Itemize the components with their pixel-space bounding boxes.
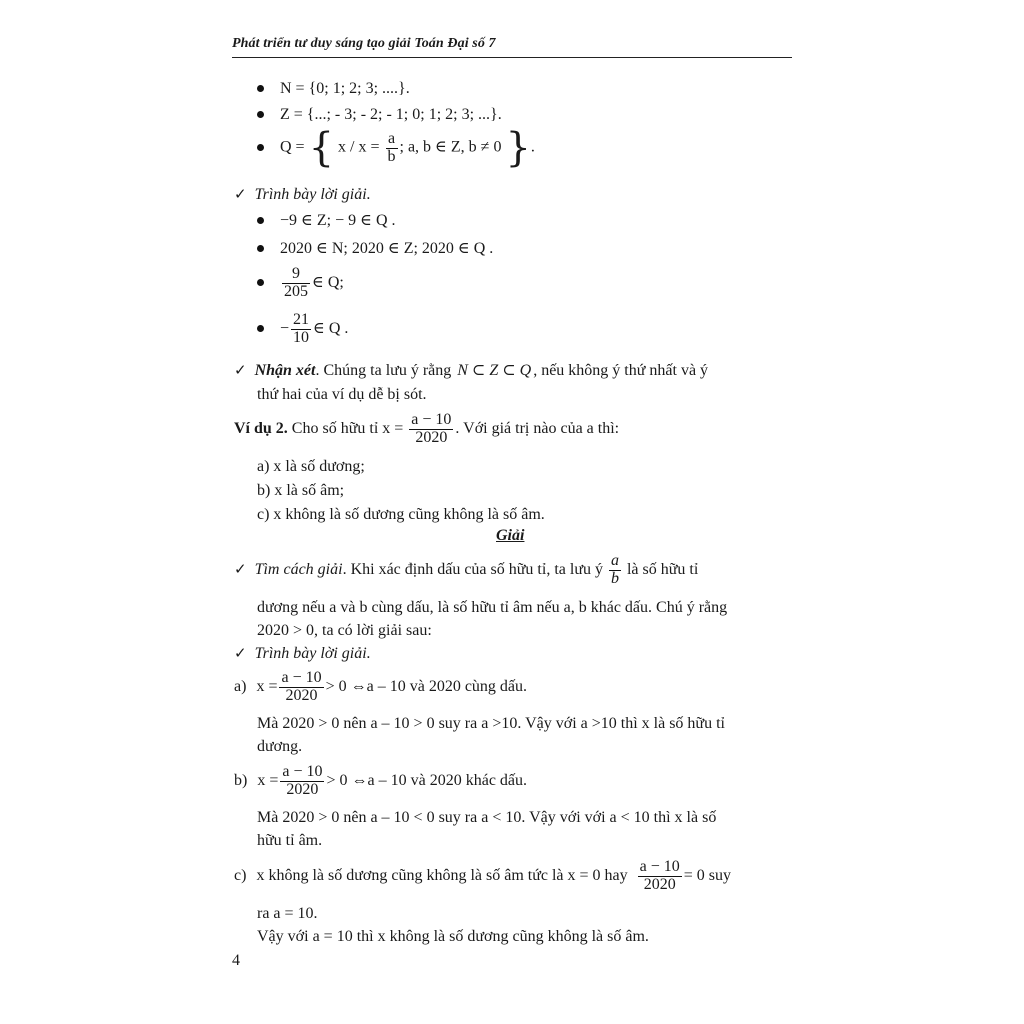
def-n bbox=[257, 80, 410, 98]
bullet-icon bbox=[257, 144, 264, 151]
example2-text2: . Với giá trị nào của a thì: bbox=[455, 419, 620, 437]
fraction bbox=[282, 266, 310, 301]
example2-option: c) x không là số dương cũng không là số âm. bbox=[257, 506, 545, 523]
checkmark-icon: ✓ bbox=[234, 644, 247, 662]
part-a bbox=[234, 670, 527, 705]
def-q-end: . bbox=[530, 138, 535, 156]
section1-item bbox=[257, 238, 493, 258]
part-c-line3: Vậy với a = 10 thì x không là số dương cũng không là số âm. bbox=[257, 928, 649, 945]
nhanxet-line2: thứ hai của ví dụ dễ bị sót. bbox=[257, 386, 427, 403]
timcach-label: Tìm cách giải bbox=[254, 560, 343, 578]
example2 bbox=[234, 412, 619, 447]
frac-den: 2020 bbox=[285, 686, 318, 704]
frac-num: a bbox=[610, 552, 619, 569]
frac-num: a − 10 bbox=[639, 858, 680, 875]
def-z-text: Z = {...; - 3; - 2; - 1; 0; 1; 2; 3; ...}. bbox=[280, 106, 502, 123]
section1-item-tail: ∈ Q . bbox=[313, 319, 349, 337]
checkmark-icon: ✓ bbox=[234, 361, 247, 379]
section1-item bbox=[257, 312, 348, 347]
part-a-label: a) bbox=[234, 677, 247, 695]
part-b-line2: Mà 2020 > 0 nên a – 10 < 0 suy ra a < 10. Vậy với với a < 10 thì x là số bbox=[257, 809, 717, 826]
frac-den: 10 bbox=[293, 328, 310, 346]
bullet-icon bbox=[257, 325, 264, 332]
frac-num: 21 bbox=[293, 311, 310, 328]
part-b bbox=[234, 764, 527, 799]
part-b-xeq: x = bbox=[257, 771, 279, 789]
section1-item bbox=[257, 266, 344, 301]
section1-item-text: 2020 ∈ N; 2020 ∈ Z; 2020 ∈ Q . bbox=[280, 240, 494, 257]
header-rule bbox=[232, 57, 792, 58]
frac-num: a − 10 bbox=[411, 411, 452, 428]
part-c-text: x không là số dương cũng không là số âm tức là x = 0 hay bbox=[256, 866, 628, 884]
timcach bbox=[234, 553, 698, 588]
part-c-line2: ra a = 10. bbox=[257, 905, 318, 922]
checkmark-icon: ✓ bbox=[234, 185, 247, 203]
nhanxet-line1-tail: , nếu không ý thứ nhất và ý bbox=[533, 362, 709, 379]
frac-num: a − 10 bbox=[281, 669, 322, 686]
bullet-icon bbox=[257, 85, 264, 92]
section1-heading bbox=[234, 185, 371, 204]
frac-num: 9 bbox=[282, 266, 310, 284]
def-q-inner1: x / x = bbox=[338, 138, 380, 156]
section2-heading bbox=[234, 644, 371, 663]
part-a-tail: > 0 ⇔a – 10 và 2020 cùng dấu. bbox=[325, 677, 528, 695]
section2-heading-text: Trình bày lời giải. bbox=[254, 645, 371, 662]
fraction bbox=[291, 312, 311, 347]
def-z bbox=[257, 106, 502, 124]
frac-den: b bbox=[610, 569, 619, 587]
section1-heading-text: Trình bày lời giải. bbox=[254, 186, 371, 203]
frac-den: 2020 bbox=[643, 875, 676, 893]
part-a-line3: dương. bbox=[257, 738, 303, 755]
fraction bbox=[279, 670, 323, 705]
frac-den: b bbox=[387, 147, 396, 165]
fraction bbox=[638, 859, 682, 894]
bullet-icon bbox=[257, 111, 264, 118]
part-b-tail: > 0 ⇔a – 10 và 2020 khác dấu. bbox=[326, 771, 528, 789]
page-number: 4 bbox=[232, 952, 240, 969]
right-brace-icon: } bbox=[505, 125, 531, 171]
example2-label: Ví dụ 2. bbox=[234, 419, 288, 437]
nhanxet-math: N ⊂ Z ⊂ Q bbox=[457, 362, 532, 379]
solution-title: Giải bbox=[496, 527, 525, 544]
frac-num: a − 10 bbox=[282, 763, 323, 780]
part-c-label: c) bbox=[234, 866, 247, 884]
part-b-label: b) bbox=[234, 771, 248, 789]
def-n-text: N = {0; 1; 2; 3; ....}. bbox=[280, 80, 410, 97]
section1-item-tail: ∈ Q; bbox=[312, 273, 344, 291]
def-q-inner2: ; a, b ∈ Z, b ≠ 0 bbox=[399, 138, 502, 156]
minus-sign: − bbox=[280, 319, 290, 337]
part-a-line2: Mà 2020 > 0 nên a – 10 > 0 suy ra a >10. Vậy với a >10 thì x là số hữu tỉ bbox=[257, 715, 725, 732]
timcach-line3: 2020 > 0, ta có lời giải sau: bbox=[257, 622, 432, 639]
part-c-tail: = 0 suy bbox=[683, 866, 732, 884]
example2-option: b) x là số âm; bbox=[257, 482, 345, 499]
frac-den: 2020 bbox=[415, 428, 448, 446]
checkmark-icon: ✓ bbox=[234, 559, 247, 578]
bullet-icon bbox=[257, 279, 264, 286]
part-a-xeq: x = bbox=[256, 677, 278, 695]
fraction bbox=[609, 553, 621, 588]
left-brace-icon: { bbox=[308, 125, 335, 171]
example2-option: a) x là số dương; bbox=[257, 458, 365, 475]
timcach-text1: . Khi xác định dấu của số hữu tỉ, ta lưu ý bbox=[342, 560, 603, 578]
bullet-icon bbox=[257, 245, 264, 252]
frac-den: 205 bbox=[284, 282, 308, 300]
example2-text1: Cho số hữu tỉ bbox=[291, 419, 379, 437]
nhanxet-label: Nhận xét bbox=[254, 362, 316, 379]
section1-item-text: −9 ∈ Z; − 9 ∈ Q . bbox=[280, 212, 396, 229]
frac-den: 2020 bbox=[286, 780, 319, 798]
frac-num: a bbox=[386, 131, 398, 149]
def-q-fraction bbox=[386, 131, 398, 166]
part-b-line3: hữu tỉ âm. bbox=[257, 832, 323, 849]
nhanxet-line1: . Chúng ta lưu ý rằng bbox=[315, 362, 452, 379]
def-q-prefix: Q = bbox=[280, 138, 305, 156]
def-q bbox=[257, 125, 535, 171]
fraction bbox=[409, 412, 453, 447]
example2-xeq: x = bbox=[382, 419, 404, 437]
nhanxet bbox=[234, 360, 708, 380]
running-header: Phát triển tư duy sáng tạo giải Toán Đại số 7 bbox=[232, 36, 496, 51]
timcach-text1-tail: là số hữu tỉ bbox=[626, 560, 699, 578]
part-c bbox=[234, 859, 731, 894]
bullet-icon bbox=[257, 217, 264, 224]
section1-item bbox=[257, 210, 396, 230]
fraction bbox=[280, 764, 324, 799]
timcach-line2: dương nếu a và b cùng dấu, là số hữu tỉ âm nếu a, b khác dấu. Chú ý rằng bbox=[257, 599, 728, 616]
